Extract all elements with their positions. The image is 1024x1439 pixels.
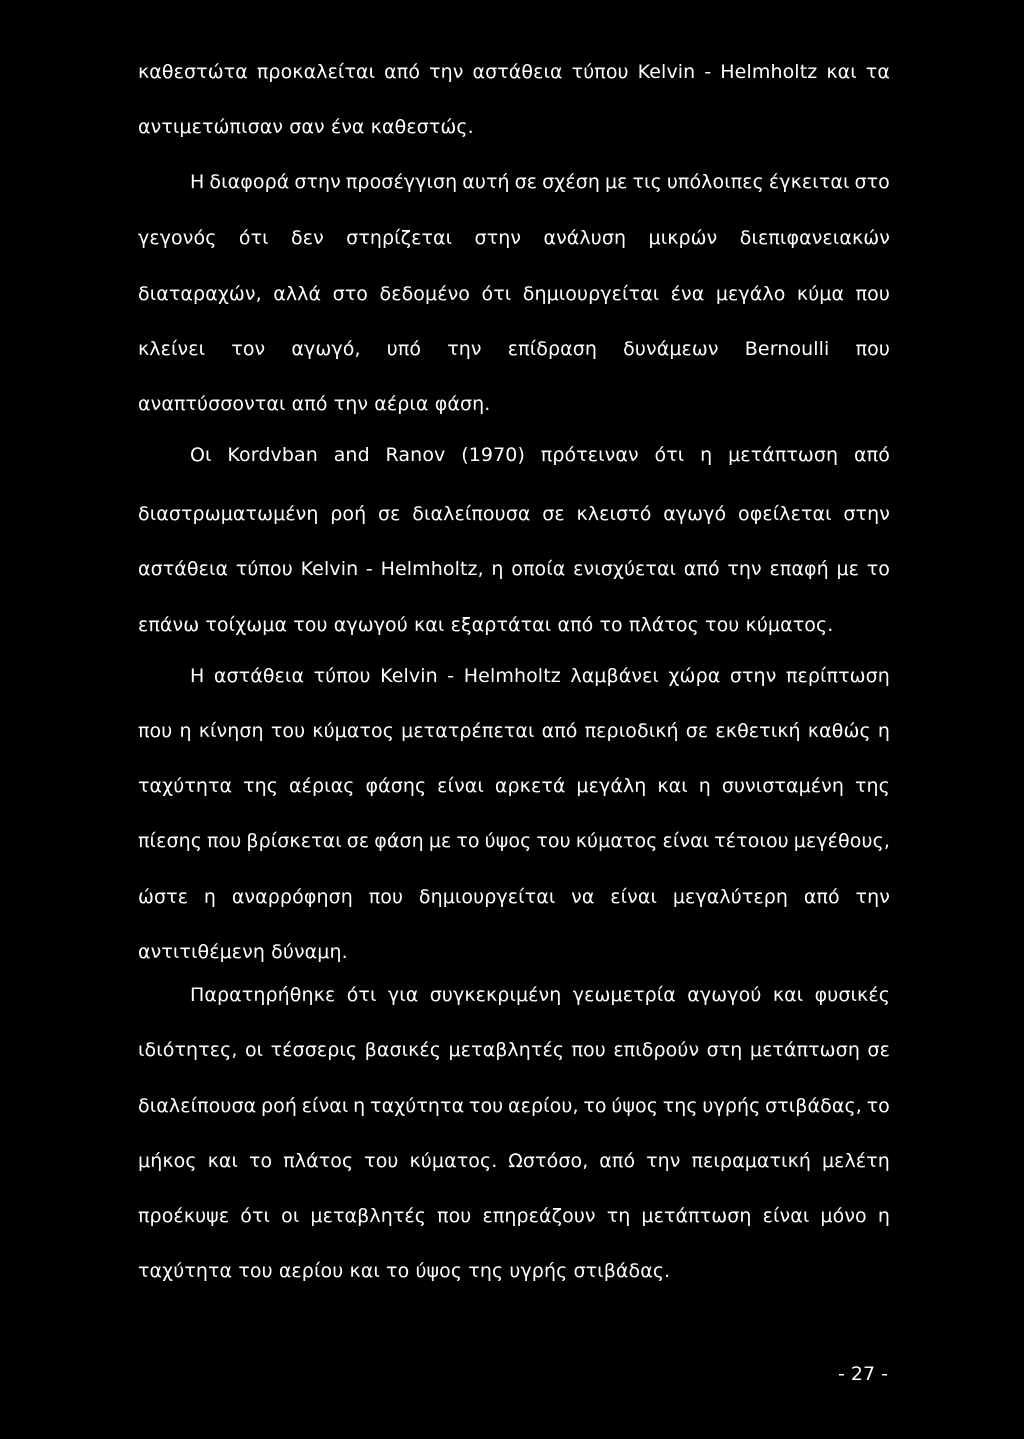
- text-line: [138, 885, 890, 909]
- word: την: [447, 338, 482, 360]
- word: τα: [865, 61, 890, 83]
- word: είναι: [610, 886, 658, 908]
- word: την: [727, 558, 762, 580]
- word: το: [456, 830, 480, 852]
- word: εκθετική: [715, 720, 801, 742]
- word: που: [855, 338, 890, 360]
- word: ότι: [240, 1205, 271, 1227]
- word: μετατρέπεται: [401, 720, 535, 742]
- page-number: - 27 -: [838, 1363, 888, 1385]
- word: τον: [231, 338, 266, 360]
- word: αγωγό: [663, 503, 727, 525]
- word: η: [491, 558, 504, 580]
- word: στη: [706, 1039, 743, 1061]
- word: στιβάδας,: [765, 1095, 862, 1117]
- word: ύψος: [611, 1095, 659, 1117]
- word: με: [428, 830, 452, 852]
- word: για: [387, 984, 419, 1006]
- word: Kelvin: [637, 61, 696, 83]
- word: από: [683, 558, 720, 580]
- text-line: [138, 1204, 890, 1228]
- word: αγωγό,: [291, 338, 361, 360]
- word: οφείλεται: [737, 503, 832, 525]
- word: σε: [378, 503, 401, 525]
- word: η: [700, 444, 713, 466]
- text-line: [138, 226, 890, 250]
- word: η: [698, 775, 711, 797]
- text-line: [138, 774, 890, 798]
- word: σε: [346, 830, 370, 852]
- text-line: ταχύτητα του αερίου και το ύψος της υγρής στιβάδας.: [138, 1260, 671, 1282]
- word: διαλείπουσα: [138, 1095, 257, 1117]
- word: αγωγού: [687, 984, 762, 1006]
- word: στο: [854, 171, 890, 193]
- word: μετάπτωση: [641, 1205, 752, 1227]
- word: τύπου: [313, 665, 371, 687]
- word: μεταβλητές: [448, 1039, 565, 1061]
- word: διαλείπουσα: [412, 503, 531, 525]
- word: Kelvin: [380, 665, 438, 687]
- word: αστάθεια: [213, 665, 305, 687]
- word: προσέγγιση: [345, 171, 458, 193]
- word: ένα: [670, 283, 705, 305]
- text-line: [138, 829, 890, 853]
- word: που: [138, 720, 173, 742]
- word: η: [353, 1095, 366, 1117]
- word: αέριας: [288, 775, 355, 797]
- text-line: [138, 60, 890, 84]
- word: αερίου,: [507, 1095, 579, 1117]
- word: Η: [190, 665, 205, 687]
- word: την: [429, 61, 464, 83]
- text-line: επάνω τοίχωμα του αγωγού και εξαρτάται από το πλάτος του κύματος.: [138, 614, 834, 636]
- word: υγρής: [702, 1095, 761, 1117]
- word: -: [704, 61, 712, 83]
- word: από: [384, 61, 421, 83]
- word: και: [826, 61, 857, 83]
- word: οι: [244, 1039, 264, 1061]
- word: μεγαλύτερη: [672, 886, 789, 908]
- word: το: [248, 1150, 273, 1172]
- word: καθεστώτα: [138, 61, 248, 83]
- word: επαφή: [769, 558, 829, 580]
- word: κύματος.: [409, 1150, 498, 1172]
- word: χώρα: [668, 665, 721, 687]
- word: η: [203, 886, 217, 908]
- word: ταχύτητα: [370, 1095, 465, 1117]
- word: μήκος: [138, 1150, 197, 1172]
- word: που: [206, 830, 242, 852]
- word: κλειστό: [576, 503, 652, 525]
- word: μικρών: [648, 227, 718, 249]
- text-line: [190, 443, 890, 467]
- word: φάσης: [365, 775, 427, 797]
- word: με: [836, 558, 860, 580]
- word: κλείνει: [138, 338, 206, 360]
- word: Η: [190, 171, 205, 193]
- word: και: [772, 984, 804, 1006]
- word: που: [855, 283, 890, 305]
- word: οποία: [511, 558, 566, 580]
- word: δημιουργείται: [522, 283, 660, 305]
- word: είναι: [301, 1095, 349, 1117]
- word: ανάλυση: [543, 227, 627, 249]
- word: πλάτος: [283, 1150, 354, 1172]
- word: φυσικές: [814, 984, 890, 1006]
- word: μετάπτωση: [749, 1039, 860, 1061]
- word: είναι: [437, 775, 484, 797]
- word: ιδιότητες,: [138, 1039, 238, 1061]
- word: βασικές: [364, 1039, 442, 1061]
- text-line: [190, 170, 890, 194]
- word: -: [447, 665, 455, 687]
- word: γεγονός: [138, 227, 217, 249]
- word: δεν: [291, 227, 324, 249]
- word: σχέση: [542, 171, 601, 193]
- word: τύπου: [571, 61, 629, 83]
- text-line: [190, 664, 890, 688]
- word: μελέτη: [821, 1150, 890, 1172]
- word: τέτοιου: [714, 830, 789, 852]
- word: and: [333, 444, 370, 466]
- text-line: [138, 502, 890, 526]
- word: στην: [474, 227, 522, 249]
- word: οι: [281, 1205, 300, 1227]
- word: ύψος: [484, 830, 532, 852]
- text-line: [138, 1038, 890, 1062]
- word: κύματος: [575, 830, 658, 852]
- word: ροή: [330, 503, 367, 525]
- word: συγκεκριμένη: [429, 984, 562, 1006]
- word: κύμα: [796, 283, 845, 305]
- word: προκαλείται: [256, 61, 376, 83]
- word: Bernoulli: [744, 338, 830, 360]
- word: που: [437, 1205, 472, 1227]
- word: μεγέθους,: [793, 830, 890, 852]
- word: δυνάμεων: [623, 338, 719, 360]
- word: κύματος: [312, 720, 395, 742]
- word: τη: [606, 1205, 631, 1227]
- word: πρότειναν: [540, 444, 639, 466]
- word: σε: [685, 720, 709, 742]
- word: δημιουργείται: [418, 886, 556, 908]
- word: η: [179, 720, 192, 742]
- word: το: [866, 558, 890, 580]
- word: αρκετά: [494, 775, 566, 797]
- word: ταχύτητα: [138, 775, 233, 797]
- text-line: αντιτιθέμενη δύναμη.: [138, 941, 348, 963]
- word: που: [571, 1039, 606, 1061]
- word: πειραματική: [691, 1150, 812, 1172]
- word: ότι: [481, 283, 512, 305]
- word: και: [207, 1150, 239, 1172]
- word: διαστρωματωμένη: [138, 503, 319, 525]
- word: από: [854, 444, 890, 466]
- word: η: [877, 720, 890, 742]
- word: ενισχύεται: [573, 558, 677, 580]
- word: από: [541, 720, 578, 742]
- word: Kordvban: [227, 444, 318, 466]
- word: υπόλοιπες: [666, 171, 764, 193]
- word: μετάπτωση: [728, 444, 839, 466]
- text-line: αναπτύσσονται από την αέρια φάση.: [138, 393, 491, 415]
- word: από: [599, 1150, 636, 1172]
- word: στο: [332, 283, 369, 305]
- word: αστάθεια: [472, 61, 563, 83]
- word: διαφορά: [209, 171, 290, 193]
- word: γεωμετρία: [572, 984, 676, 1006]
- word: τέσσερις: [270, 1039, 358, 1061]
- word: είναι: [662, 830, 710, 852]
- text-line: [138, 337, 890, 361]
- word: του: [270, 720, 306, 742]
- word: Helmholtz: [720, 61, 818, 83]
- word: Ωστόσο,: [508, 1150, 589, 1172]
- word: Helmholtz,: [380, 558, 484, 580]
- word: Ranov: [385, 444, 446, 466]
- text-line: [138, 282, 890, 306]
- word: καθώς: [807, 720, 871, 742]
- word: την: [855, 886, 890, 908]
- word: συνισταμένη: [721, 775, 845, 797]
- text-line: [138, 719, 890, 743]
- word: στην: [729, 665, 777, 687]
- word: δεδομένο: [379, 283, 471, 305]
- word: κίνηση: [198, 720, 264, 742]
- word: λαμβάνει: [570, 665, 659, 687]
- word: Kelvin: [300, 558, 359, 580]
- word: ότι: [238, 227, 269, 249]
- text-line: αντιμετώπισαν σαν ένα καθεστώς.: [138, 116, 474, 138]
- word: φάση: [374, 830, 424, 852]
- word: τύπου: [235, 558, 293, 580]
- word: στην: [843, 503, 890, 525]
- word: ότι: [654, 444, 685, 466]
- word: να: [571, 886, 595, 908]
- word: (1970): [461, 444, 525, 466]
- word: σε: [514, 171, 538, 193]
- word: υπό: [386, 338, 422, 360]
- word: είναι: [762, 1205, 810, 1227]
- word: έγκειται: [768, 171, 850, 193]
- word: σε: [542, 503, 565, 525]
- word: του: [468, 1095, 504, 1117]
- word: ροή: [260, 1095, 297, 1117]
- word: του: [536, 830, 571, 852]
- word: μεγάλη: [576, 775, 647, 797]
- word: Οι: [190, 444, 212, 466]
- word: μεγάλο: [715, 283, 786, 305]
- word: περίπτωση: [785, 665, 890, 687]
- word: μόνο: [820, 1205, 867, 1227]
- word: με: [604, 171, 628, 193]
- word: αυτή: [462, 171, 510, 193]
- word: του: [364, 1150, 399, 1172]
- word: στηρίζεται: [346, 227, 453, 249]
- word: επίδραση: [507, 338, 598, 360]
- word: αλλά: [273, 283, 322, 305]
- word: της: [662, 1095, 698, 1117]
- word: από: [803, 886, 840, 908]
- word: διεπιφανειακών: [739, 227, 890, 249]
- word: αναρρόφηση: [231, 886, 353, 908]
- word: η: [877, 1205, 890, 1227]
- word: το: [866, 1095, 890, 1117]
- word: περιοδική: [584, 720, 679, 742]
- word: τις: [632, 171, 662, 193]
- word: Παρατηρήθηκε: [190, 984, 336, 1006]
- word: που: [368, 886, 404, 908]
- text-line: [190, 983, 890, 1007]
- word: αστάθεια: [138, 558, 229, 580]
- word: την: [646, 1150, 681, 1172]
- word: βρίσκεται: [246, 830, 342, 852]
- word: πίεσης: [138, 830, 202, 852]
- word: διαταραχών,: [138, 283, 262, 305]
- word: στην: [294, 171, 341, 193]
- word: Helmholtz: [463, 665, 561, 687]
- word: ώστε: [138, 886, 189, 908]
- word: επιδρούν: [613, 1039, 700, 1061]
- word: της: [854, 775, 890, 797]
- word: επηρεάζουν: [482, 1205, 596, 1227]
- word: το: [583, 1095, 607, 1117]
- word: -: [365, 558, 373, 580]
- word: ότι: [346, 984, 377, 1006]
- word: σε: [867, 1039, 890, 1061]
- word: της: [243, 775, 279, 797]
- text-line: [138, 557, 890, 581]
- text-line: [138, 1149, 890, 1173]
- word: προέκυψε: [138, 1205, 230, 1227]
- word: μεταβλητές: [310, 1205, 426, 1227]
- text-line: [138, 1094, 890, 1118]
- word: και: [657, 775, 688, 797]
